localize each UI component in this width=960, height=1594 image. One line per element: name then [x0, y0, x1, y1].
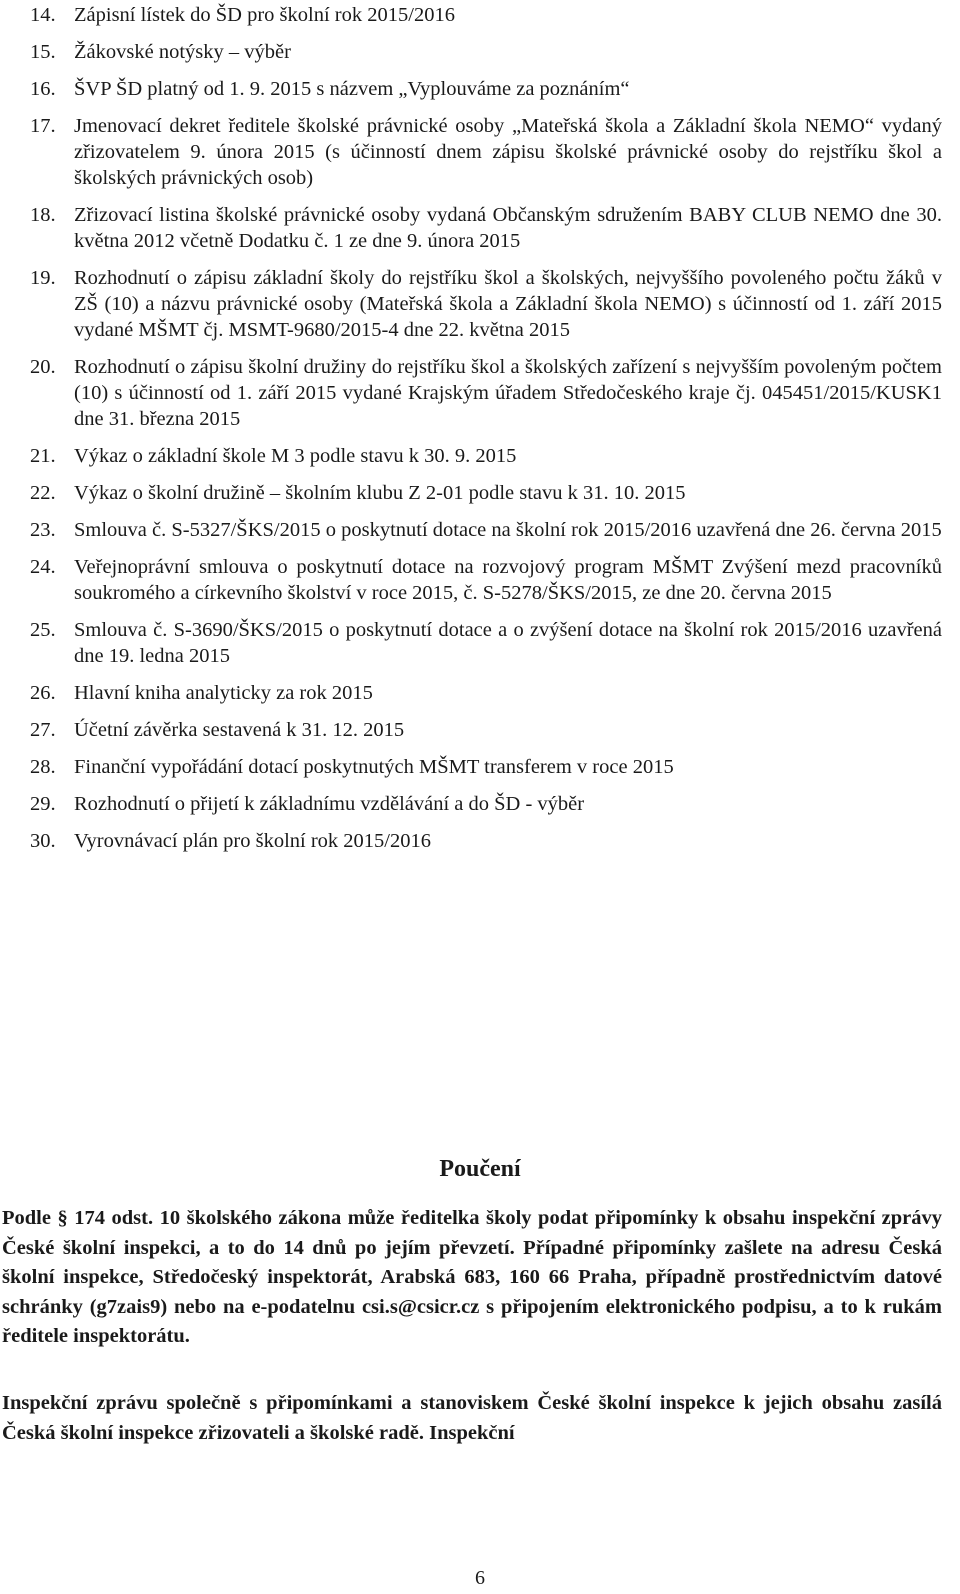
document-list [30, 2, 942, 865]
list-item-text: Vyrovnávací plán pro školní rok 2015/2016 [74, 830, 431, 852]
list-item [30, 754, 942, 780]
list-item-number: 19. [30, 267, 56, 289]
list-item-text: Jmenovací dekret ředitele školské právnické osoby „Mateřská škola a Základní škola NEMO“ vydaný zřizovatelem 9. února 2015 (s účinností dnem zápisu školské právnické osoby do rejstříku škol a školských právnických osob) [74, 115, 942, 189]
list-item-text: Smlouva č. S-5327/ŠKS/2015 o poskytnutí dotace na školní rok 2015/2016 uzavřená dne 26. června 2015 [74, 519, 942, 541]
list-item [30, 480, 942, 506]
list-item [30, 554, 942, 606]
list-item-number: 29. [30, 793, 56, 815]
list-item-number: 30. [30, 830, 56, 852]
notice-paragraph: Podle § 174 odst. 10 školského zákona může ředitelka školy podat připomínky k obsahu inspekční zprávy České školní inspekci, a to do 14 dnů po jejím převzetí. Případné připomínky zašlete na adresu Česká školní inspekce, Středočeský inspektorát, Arabská 683, 160 66 Praha, případně prostřednictvím datové schránky (g7zais9) nebo na e-podatelnu csi.s@csicr.cz s připojením elektronického podpisu, a to k rukám ředitele inspektorátu. [2, 1207, 942, 1347]
list-item [30, 202, 942, 254]
list-item [30, 443, 942, 469]
list-item-text: Finanční vypořádání dotací poskytnutých MŠMT transferem v roce 2015 [74, 756, 674, 778]
list-item [30, 76, 942, 102]
list-item-number: 15. [30, 41, 56, 63]
list-item-text: Výkaz o školní družině – školním klubu Z 2-01 podle stavu k 31. 10. 2015 [74, 482, 686, 504]
list-item [30, 2, 942, 28]
list-item [30, 517, 942, 543]
notice-paragraph-continued: Inspekční zprávu společně s připomínkami a stanoviskem České školní inspekce k jejich obsahu zasílá Česká školní inspekce zřizovateli a školské radě. Inspekční [2, 1392, 942, 1444]
list-item-text: Zřizovací listina školské právnické osoby vydaná Občanským sdružením BABY CLUB NEMO dne 30. května 2012 včetně Dodatku č. 1 ze dne 9. února 2015 [74, 204, 942, 252]
list-item-text: Účetní závěrka sestavená k 31. 12. 2015 [74, 719, 405, 741]
list-item-text: ŠVP ŠD platný od 1. 9. 2015 s názvem „Vyplouváme za poznáním“ [74, 78, 630, 100]
list-item-text: Hlavní kniha analyticky za rok 2015 [74, 682, 373, 704]
list-item-number: 18. [30, 204, 56, 226]
list-item-number: 24. [30, 556, 56, 578]
list-item-number: 17. [30, 115, 56, 137]
list-item [30, 791, 942, 817]
list-item-number: 21. [30, 445, 56, 467]
list-item-number: 23. [30, 519, 56, 541]
list-item-text: Smlouva č. S-3690/ŠKS/2015 o poskytnutí dotace a o zvýšení dotace na školní rok 2015/2016 uzavřená dne 19. ledna 2015 [74, 619, 942, 667]
list-item-number: 27. [30, 719, 56, 741]
list-item-text: Výkaz o základní škole M 3 podle stavu k 30. 9. 2015 [74, 445, 517, 467]
list-item-number: 22. [30, 482, 56, 504]
list-item [30, 39, 942, 65]
list-item [30, 617, 942, 669]
list-item-text: Žákovské notýsky – výběr [74, 41, 291, 63]
list-item-number: 28. [30, 756, 56, 778]
list-item-text: Rozhodnutí o zápisu školní družiny do rejstříku škol a školských zařízení s nejvyšším povoleným počtem (10) s účinností od 1. září 2015 vydané Krajským úřadem Středočeského kraje čj. 045451/2015/KUSK1 dne 31. března 2015 [74, 356, 942, 430]
list-item-text: Zápisní lístek do ŠD pro školní rok 2015/2016 [74, 4, 455, 26]
list-item [30, 680, 942, 706]
list-item [30, 265, 942, 343]
list-item [30, 354, 942, 432]
list-item-text: Rozhodnutí o přijetí k základnímu vzdělávání a do ŠD - výběr [74, 793, 585, 815]
list-item [30, 717, 942, 743]
list-item-number: 25. [30, 619, 56, 641]
list-item-number: 14. [30, 4, 56, 26]
list-item-text: Rozhodnutí o zápisu základní školy do rejstříku škol a školských, nejvyššího povoleného počtu žáků v ZŠ (10) a názvu právnické osoby (Mateřská škola a Základní škola NEMO) s účinností od 1. září 2015 vydané MŠMT čj. MSMT-9680/2015-4 dne 22. května 2015 [74, 267, 942, 341]
list-item-number: 26. [30, 682, 56, 704]
list-item [30, 828, 942, 854]
section-heading: Poučení [439, 1156, 521, 1182]
list-item-text: Veřejnoprávní smlouva o poskytnutí dotace na rozvojový program MŠMT Zvýšení mezd pracovníků soukromého a církevního školství v roce 2015, č. S-5278/ŠKS/2015, ze dne 20. června 2015 [74, 556, 942, 604]
list-item-number: 20. [30, 356, 56, 378]
list-item [30, 113, 942, 191]
list-item-number: 16. [30, 78, 56, 100]
page-number: 6 [475, 1567, 485, 1589]
